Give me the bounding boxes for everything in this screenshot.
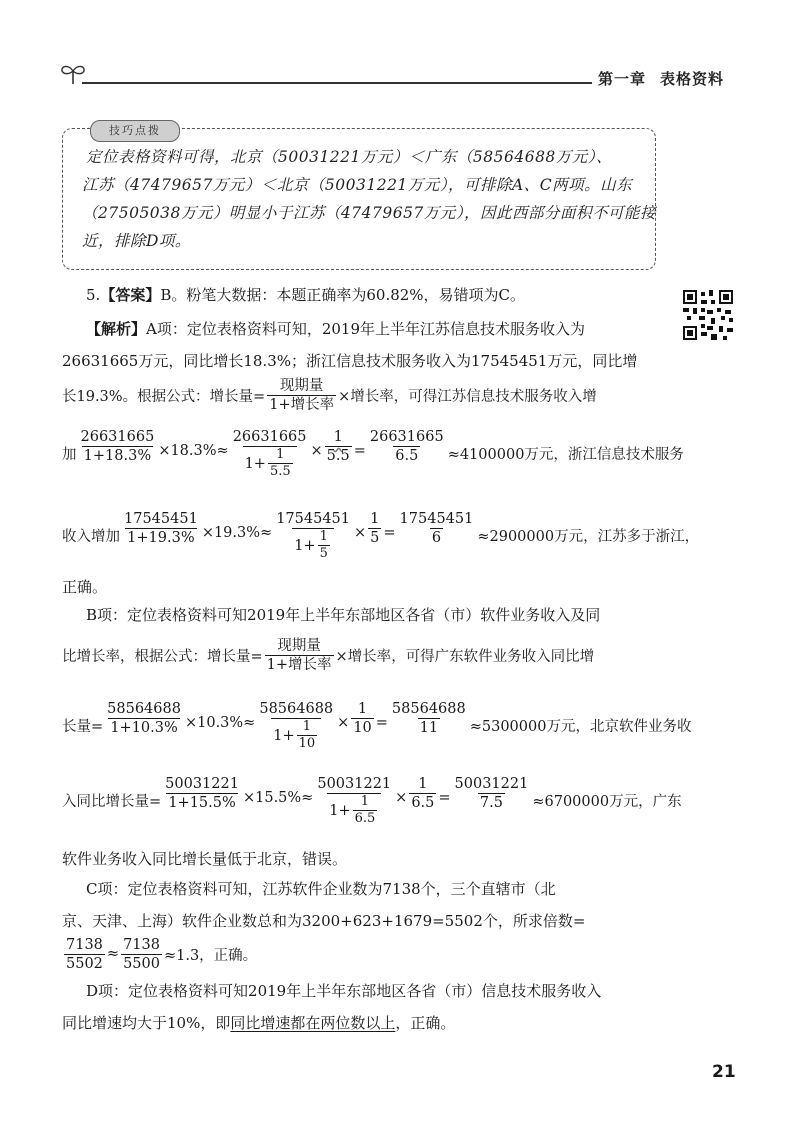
b-formula-suffix: ，可得广东软件业务收入同比增: [391, 648, 595, 665]
m4-f3-den: 6.5: [411, 795, 435, 811]
math-line-guangdong: [62, 700, 691, 780]
m2-f2-den-pre: 1+: [294, 537, 316, 554]
math-line-zhejiang: [62, 510, 699, 590]
c-f2-num: 7138: [123, 936, 160, 953]
tip-line-1: 定位表格资料可得，北京（50031221万元）＜广东（58564688万元）、: [86, 148, 613, 166]
m3-f3-den: 10: [353, 720, 372, 736]
m3-f2-den: [271, 718, 321, 752]
b-formula-prefix: 比增长率，根据公式：增长量=: [62, 648, 263, 665]
m2-suffix: ≈2900000万元，江苏多于浙江，: [477, 529, 700, 545]
m2-fraction-1: [122, 510, 200, 547]
m2-op-3: =: [383, 525, 396, 541]
m4-fraction-1: [163, 775, 241, 812]
m1-f2-num: 26631665: [232, 429, 307, 445]
m3-f4-den: 11: [419, 720, 439, 736]
c-f1-num: 7138: [66, 936, 103, 953]
m4-fraction-2: [315, 775, 393, 827]
m1-f3-num: 1: [333, 429, 343, 445]
m2-f4-den: 6: [431, 530, 442, 546]
analysis-a-text-1: A项：定位表格资料可知，2019年上半年江苏信息技术服务收入为: [146, 320, 586, 338]
m1-fraction-2: [231, 428, 309, 480]
m4-f2-den-den: 6.5: [354, 811, 376, 826]
c-fraction-1: [64, 936, 105, 973]
m3-fraction-1: [105, 700, 183, 737]
m2-f2-den-den: 5: [319, 546, 328, 561]
d-line2-underlined: 同比增速都在两位数以上: [230, 1014, 396, 1032]
m4-f2-den-num: 1: [360, 794, 370, 809]
answer-line: [86, 284, 525, 306]
c-f2-den: 5500: [123, 955, 160, 972]
m4-suffix: ≈6700000万元，广东: [532, 794, 682, 810]
m3-f2-den-frac: [297, 719, 318, 752]
analysis-tag: 【解析】: [86, 320, 147, 338]
m1-fraction-4: [368, 428, 446, 465]
analysis-a-conclusion: 正确。: [62, 578, 108, 596]
tip-line-2: 江苏（47479657万元）＜北京（50031221万元），可排除A、C两项。山东: [82, 176, 633, 194]
math-line-beijing: [62, 775, 682, 855]
m2-f2-den: [292, 528, 334, 562]
m1-suffix: ≈4100000万元，浙江信息技术服务: [447, 447, 684, 463]
d-line2-post: ，正确。: [395, 1014, 456, 1032]
qr-code-icon: [683, 290, 733, 340]
m4-f2-den-pre: 1+: [329, 802, 351, 819]
tip-line-4: 近，排除D项。: [82, 232, 191, 250]
analysis-a-line-3: [62, 370, 597, 420]
growth-formula-fraction: [267, 377, 336, 414]
analysis-d-line-2: [62, 1012, 455, 1034]
m2-op-1: ×19.3%≈: [201, 525, 273, 541]
analysis-b-line-2: [62, 630, 594, 680]
m1-f2-den-pre: 1+: [244, 455, 266, 472]
chapter-title: [598, 68, 738, 89]
analysis-a-line-1: [86, 318, 585, 340]
m2-f2-den-num: 1: [319, 529, 328, 544]
m4-f1-num: 50031221: [165, 776, 239, 792]
chapter-name: 表格资料: [660, 70, 725, 88]
m1-f4-den: 6.5: [395, 448, 419, 464]
tip-line-3: （27505038万元）明显小于江苏（47479657万元），因此西部分面积不可能接: [82, 204, 657, 222]
m4-f2-den-frac: [353, 794, 378, 827]
m3-prefix: 长量=: [62, 719, 104, 735]
m1-f2-den-num: 1: [276, 447, 285, 462]
m4-fraction-4: [453, 775, 531, 812]
analysis-d-line-1: D项：定位表格资料可知2019年上半年东部地区各省（市）信息技术服务收入: [86, 982, 602, 1000]
m3-suffix: ≈5300000万元，北京软件业务收: [469, 719, 692, 735]
m2-f4-num: 17545451: [399, 511, 474, 527]
d-line2-pre: 同比增速均大于10%，即: [62, 1014, 231, 1032]
c-op-1: ≈: [106, 946, 120, 962]
page-number: 21: [712, 1062, 736, 1082]
m3-f1-den: 1+10.3%: [110, 720, 178, 736]
header-rule: [82, 82, 592, 84]
c-suffix: ≈1.3，正确。: [163, 947, 258, 964]
analysis-b-line-1: B项：定位表格资料可知2019年上半年东部地区各省（市）软件业务收入及同: [86, 606, 601, 624]
m4-prefix: 入同比增长量=: [62, 794, 162, 810]
m4-f3-num: 1: [418, 776, 428, 792]
m2-fraction-3: [368, 510, 381, 547]
m1-op-3: =: [353, 443, 366, 459]
formula-denominator: 1+增长率: [269, 396, 335, 413]
analysis-c-line-2: 京、天津、上海）软件企业数总和为3200+623+1679=5502个，所求倍数=: [62, 912, 586, 930]
m2-f3-num: 1: [370, 511, 380, 527]
a-formula-suffix: ，可得江苏信息技术服务收入增: [393, 388, 597, 405]
m2-f3-den: 5: [370, 530, 380, 546]
m2-f1-num: 17545451: [124, 511, 198, 527]
formula-times: ×增长率: [338, 388, 394, 405]
m3-f4-num: 58564688: [391, 701, 466, 717]
m3-f3-num: 1: [357, 701, 368, 717]
m1-fraction-1: [79, 428, 157, 465]
answer-text: B。粉笔大数据：本题正确率为60.82%，易错项为C。: [160, 286, 526, 304]
m4-f2-num: 50031221: [317, 776, 392, 792]
b-formula-times: ×增长率: [335, 648, 392, 665]
c-f1-den: 5502: [66, 955, 103, 972]
m1-prefix: 加: [62, 447, 77, 463]
analysis-b-conclusion: 软件业务收入同比增长量低于北京，错误。: [62, 850, 348, 868]
b-formula-denominator: 1+增长率: [266, 656, 332, 673]
m4-op-1: ×15.5%≈: [242, 790, 314, 806]
m3-f2-den-den: 10: [298, 736, 316, 751]
chapter-number: 第一章: [598, 70, 647, 88]
analysis-c-math: [62, 932, 257, 976]
analysis-a-line-2: 26631665万元，同比增长18.3%；浙江信息技术服务收入为17545451万元，同比增: [62, 352, 638, 370]
m1-f2-den: [243, 446, 297, 480]
m2-prefix: 收入增加: [62, 529, 120, 545]
page-header: [0, 0, 800, 100]
m3-fraction-3: [351, 700, 373, 737]
m1-f3-den: 5.5: [326, 448, 350, 464]
b-formula-numerator: 现期量: [277, 637, 321, 654]
b-growth-formula-fraction: [265, 637, 334, 674]
m1-f1-num: 26631665: [80, 429, 155, 445]
m3-op-2: ×: [337, 715, 350, 731]
m3-f2-den-num: 1: [302, 719, 312, 734]
m4-f2-den: [327, 793, 381, 827]
m2-f1-den: 1+19.3%: [127, 530, 195, 546]
formula-numerator: 现期量: [279, 377, 324, 394]
m2-f2-den-frac: [318, 529, 330, 562]
m1-f2-den-frac: [268, 447, 293, 480]
question-number: 5.: [86, 286, 101, 304]
answer-tag: 【答案】: [100, 286, 161, 304]
m1-f2-den-den: 5.5: [269, 464, 291, 479]
a-formula-prefix: 长19.3%。根据公式：增长量=: [62, 388, 266, 405]
m1-f4-num: 26631665: [369, 429, 444, 445]
analysis-c-line-1: C项：定位表格资料可知，江苏软件企业数为7138个，三个直辖市（北: [86, 880, 556, 898]
m2-fraction-2: [274, 510, 352, 562]
m1-f1-den: 1+18.3%: [83, 448, 152, 464]
m3-f2-den-pre: 1+: [273, 727, 295, 744]
m4-fraction-3: [409, 775, 436, 812]
m4-f1-den: 1+15.5%: [168, 795, 236, 811]
m3-f1-num: 58564688: [107, 701, 181, 717]
m3-f2-num: 58564688: [259, 701, 334, 717]
m1-op-1: ×18.3%≈: [158, 443, 229, 459]
c-fraction-2: [121, 936, 162, 973]
m4-op-2: ×: [395, 790, 408, 806]
m1-op-2: ×: [310, 443, 323, 459]
m2-f2-num: 17545451: [276, 511, 350, 527]
m2-op-2: ×: [354, 525, 367, 541]
tip-label: 技巧点拨: [90, 120, 180, 142]
m3-op-1: ×10.3%≈: [184, 715, 256, 731]
m3-op-3: =: [375, 715, 388, 731]
m4-f4-den: 7.5: [479, 795, 503, 811]
m4-op-3: =: [438, 790, 451, 806]
m1-fraction-3: [325, 428, 352, 465]
math-line-jiangsu: [62, 428, 684, 508]
m2-fraction-4: [398, 510, 476, 547]
m4-f4-num: 50031221: [454, 776, 529, 792]
m3-fraction-2: [257, 700, 335, 752]
m3-fraction-4: [390, 700, 468, 737]
